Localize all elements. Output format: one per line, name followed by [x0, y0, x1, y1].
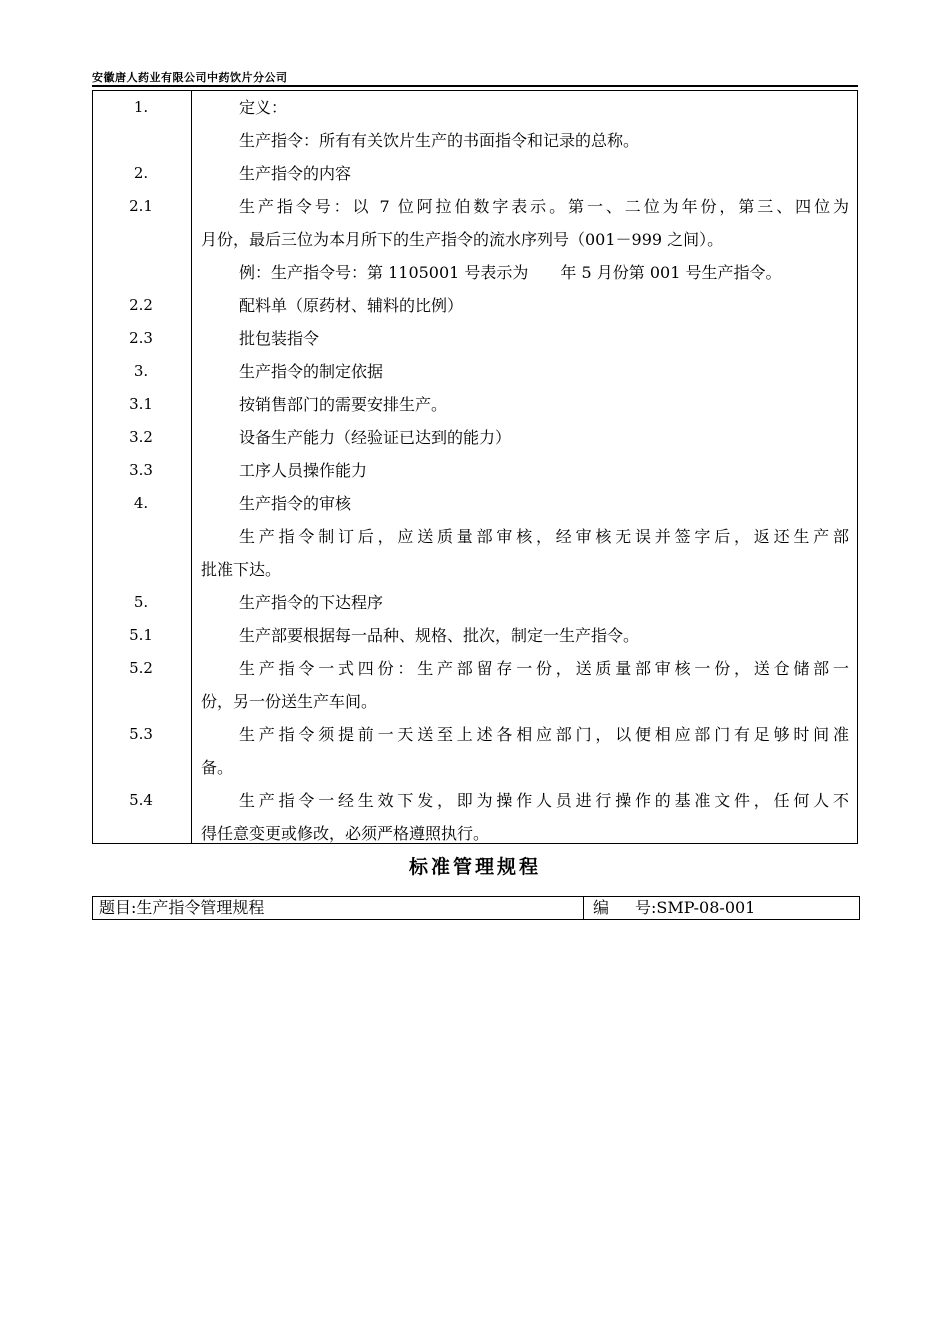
- section-text: 生产指令一经生效下发，即为操作人员进行操作的基准文件，任何人不: [239, 791, 849, 810]
- section-number: 5.2: [129, 659, 153, 677]
- table-row: [93, 652, 857, 685]
- table-row: [93, 256, 857, 289]
- table-row: [93, 685, 857, 718]
- section-number: 5.4: [129, 791, 153, 809]
- content-table: [92, 90, 858, 844]
- section-number: 5.: [133, 593, 149, 611]
- document-code-value: 号:SMP-08-001: [635, 898, 756, 917]
- footer-divider: [583, 897, 584, 919]
- footer-table: [92, 896, 860, 920]
- table-row: [93, 487, 857, 520]
- table-row: [93, 388, 857, 421]
- table-row: [93, 355, 857, 388]
- table-row: [93, 586, 857, 619]
- table-row: [93, 817, 857, 850]
- section-text: 生产指令制订后，应送质量部审核，经审核无误并签字后，返还生产部: [239, 527, 849, 546]
- table-row: [93, 520, 857, 553]
- section-text: 份，另一份送生产车间。: [201, 692, 378, 711]
- table-row: [93, 289, 857, 322]
- section-text: 生产指令一式四份：生产部留存一份，送质量部审核一份，送仓储部一: [239, 659, 849, 678]
- section-text: 生产指令的下达程序: [239, 593, 384, 612]
- document-title: 标准管理规程: [408, 856, 541, 878]
- section-text: 配料单（原药材、辅料的比例）: [239, 296, 464, 315]
- table-row: [93, 454, 857, 487]
- section-text: 批准下达。: [201, 560, 282, 579]
- table-row: [93, 157, 857, 190]
- table-row: [93, 322, 857, 355]
- table-row: [93, 421, 857, 454]
- section-number: 3.1: [129, 395, 153, 413]
- section-text: 批包装指令: [239, 329, 320, 348]
- section-text: 生产指令须提前一天送至上述各相应部门，以便相应部门有足够时间准: [239, 725, 849, 744]
- table-row: [93, 553, 857, 586]
- section-number: 2.3: [129, 329, 153, 347]
- section-number: 2.2: [129, 296, 153, 314]
- section-text: 工序人员操作能力: [239, 461, 368, 480]
- section-text: 生产指令的制定依据: [239, 362, 384, 381]
- section-number: 1.: [133, 98, 149, 116]
- table-row: [93, 190, 857, 223]
- section-text: 生产指令的审核: [239, 494, 352, 513]
- section-text: 生产部要根据每一品种、规格、批次，制定一生产指令。: [239, 626, 640, 645]
- header-divider: [92, 85, 858, 87]
- section-number: 3.3: [129, 461, 153, 479]
- section-text: 备。: [201, 758, 234, 777]
- section-text: 生产指令的内容: [239, 164, 352, 183]
- section-number: 2.1: [129, 197, 153, 215]
- section-number: 2.: [133, 164, 149, 182]
- table-row: [93, 619, 857, 652]
- document-code-prefix: 编: [593, 898, 610, 917]
- section-text: 生产指令：所有有关饮片生产的书面指令和记录的总称。: [239, 131, 640, 150]
- section-number: 5.3: [129, 725, 153, 743]
- document-code: [593, 897, 755, 919]
- company-name: 安徽唐人药业有限公司中药饮片分公司: [92, 71, 288, 84]
- section-text: 定义：: [239, 98, 288, 117]
- table-row: [93, 718, 857, 751]
- section-number: 3.: [133, 362, 149, 380]
- section-number: 4.: [133, 494, 149, 512]
- section-number: 3.2: [129, 428, 153, 446]
- table-row: [93, 784, 857, 817]
- table-row: [93, 751, 857, 784]
- document-subject: 题目:生产指令管理规程: [99, 898, 265, 917]
- table-row: [93, 124, 857, 157]
- section-text: 例：生产指令号：第 1105001 号表示为 年 5 月份第 001 号生产指令。: [239, 263, 782, 282]
- section-text: 按销售部门的需要安排生产。: [239, 395, 448, 414]
- section-text: 生产指令号：以 7 位阿拉伯数字表示。第一、二位为年份，第三、四位为: [239, 197, 849, 216]
- table-row: [93, 223, 857, 256]
- section-text: 设备生产能力（经验证已达到的能力）: [239, 428, 512, 447]
- section-text: 得任意变更或修改，必须严格遵照执行。: [201, 824, 490, 843]
- section-number: 5.1: [129, 626, 153, 644]
- section-text: 月份，最后三位为本月所下的生产指令的流水序列号（001－999 之间）。: [201, 230, 724, 249]
- table-row: [93, 91, 857, 124]
